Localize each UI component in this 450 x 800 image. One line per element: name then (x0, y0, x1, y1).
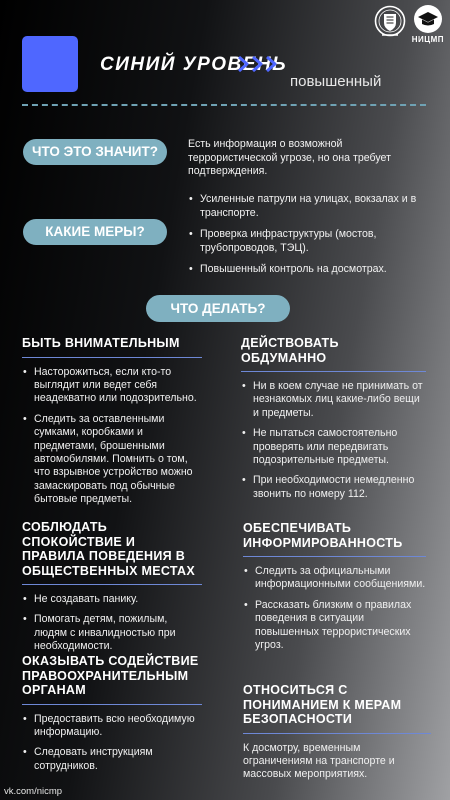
list-item: • Проверка инфраструктуры (мостов, трубопроводов, ТЭЦ). (188, 228, 428, 255)
shield-emblem-icon (374, 4, 406, 40)
meaning-text: Есть информация о возможной террористической угрозе, но она требует подтверждения. (188, 138, 391, 177)
section-title: ОБЕСПЕЧИВАТЬ ИНФОРМИРОВАННОСТЬ (243, 521, 403, 550)
section-divider (22, 584, 202, 585)
list-item: • Следить за официальными информационными сообщениями. (243, 565, 426, 592)
list-item: • Повышенный контроль на досмотрах. (188, 263, 428, 277)
section-title: ОКАЗЫВАТЬ СОДЕЙСТВИЕ ПРАВООХРАНИТЕЛЬНЫМ ОРГАНАМ (22, 654, 199, 697)
section-act-wisely (241, 336, 426, 508)
list-item: • Усиленные патрули на улицах, вокзалах и в транспорте. (188, 193, 428, 220)
logo-label: НИЦМП (411, 35, 444, 44)
section-list (22, 713, 202, 774)
list-item: • Следить за оставленными сумками, коробками и предметами, брошенными автомобилями. Помнить о том, что взрывное устройство можно замаскировать под обычные бытовые предметы. (22, 413, 202, 507)
level-color-square (22, 36, 78, 92)
section-stay-calm (22, 520, 202, 661)
section-understand-security (243, 683, 431, 782)
section-divider (241, 371, 426, 372)
list-item: • Следовать инструкциям сотрудников. (22, 746, 202, 773)
section-list (241, 380, 426, 501)
measures-label: КАКИЕ МЕРЫ? (23, 219, 167, 245)
what-to-do-label: ЧТО ДЕЛАТЬ? (146, 295, 290, 322)
footer-link[interactable]: vk.com/nicmp (4, 786, 63, 797)
section-stay-informed (243, 521, 426, 659)
list-item: • Помогать детям, пожилым, людям с инвалидностью при необходимости. (22, 613, 202, 653)
list-item: • При необходимости немедленно звонить по номеру 112. (241, 474, 426, 501)
list-item: • Ни в коем случае не принимать от незнакомых лиц какие-либо вещи и предметы. (241, 380, 426, 420)
measures-list (188, 193, 428, 285)
section-list (243, 565, 426, 652)
list-item: • Рассказать близким о правилах поведения в ситуации повышенных террористических угроз. (243, 599, 426, 653)
graduation-cap-icon (413, 4, 443, 34)
header-logos (374, 4, 444, 44)
section-divider (243, 556, 426, 557)
section-title: ДЕЙСТВОВАТЬ ОБДУМАННО (241, 336, 339, 365)
section-be-attentive (22, 336, 202, 514)
section-divider (22, 704, 202, 705)
section-title: СОБЛЮДАТЬ СПОКОЙСТВИЕ И ПРАВИЛА ПОВЕДЕНИЯ В ОБЩЕСТВЕННЫХ МЕСТАХ (22, 520, 195, 578)
nicmp-logo (412, 4, 444, 44)
seal-logo (374, 4, 406, 44)
list-item: • Не пытаться самостоятельно проверять или передвигать подозрительные предметы. (241, 427, 426, 467)
triple-chevron-icon (237, 54, 283, 74)
level-title: СИНИЙ УРОВЕНЬ (100, 54, 288, 75)
section-list (22, 366, 202, 507)
list-item: • Не создавать панику. (22, 593, 202, 606)
list-item: • Предоставить всю необходимую информацию. (22, 713, 202, 740)
what-it-means-label: ЧТО ЭТО ЗНАЧИТ? (23, 139, 167, 165)
dashed-divider (22, 104, 426, 106)
section-divider (243, 733, 431, 734)
list-item: • Насторожиться, если кто-то выглядит или ведет себя неадекватно или подозрительно. (22, 366, 202, 406)
section-divider (22, 357, 202, 358)
section-assist-police (22, 654, 202, 780)
section-text: К досмотру, временным ограничениям на транспорте и массовых мероприятиях. (243, 741, 395, 781)
section-title: БЫТЬ ВНИМАТЕЛЬНЫМ (22, 336, 180, 350)
section-title: ОТНОСИТЬСЯ С ПОНИМАНИЕМ К МЕРАМ БЕЗОПАСНОСТИ (243, 683, 402, 726)
level-subtitle: повышенный (290, 73, 382, 90)
section-list (22, 593, 202, 654)
